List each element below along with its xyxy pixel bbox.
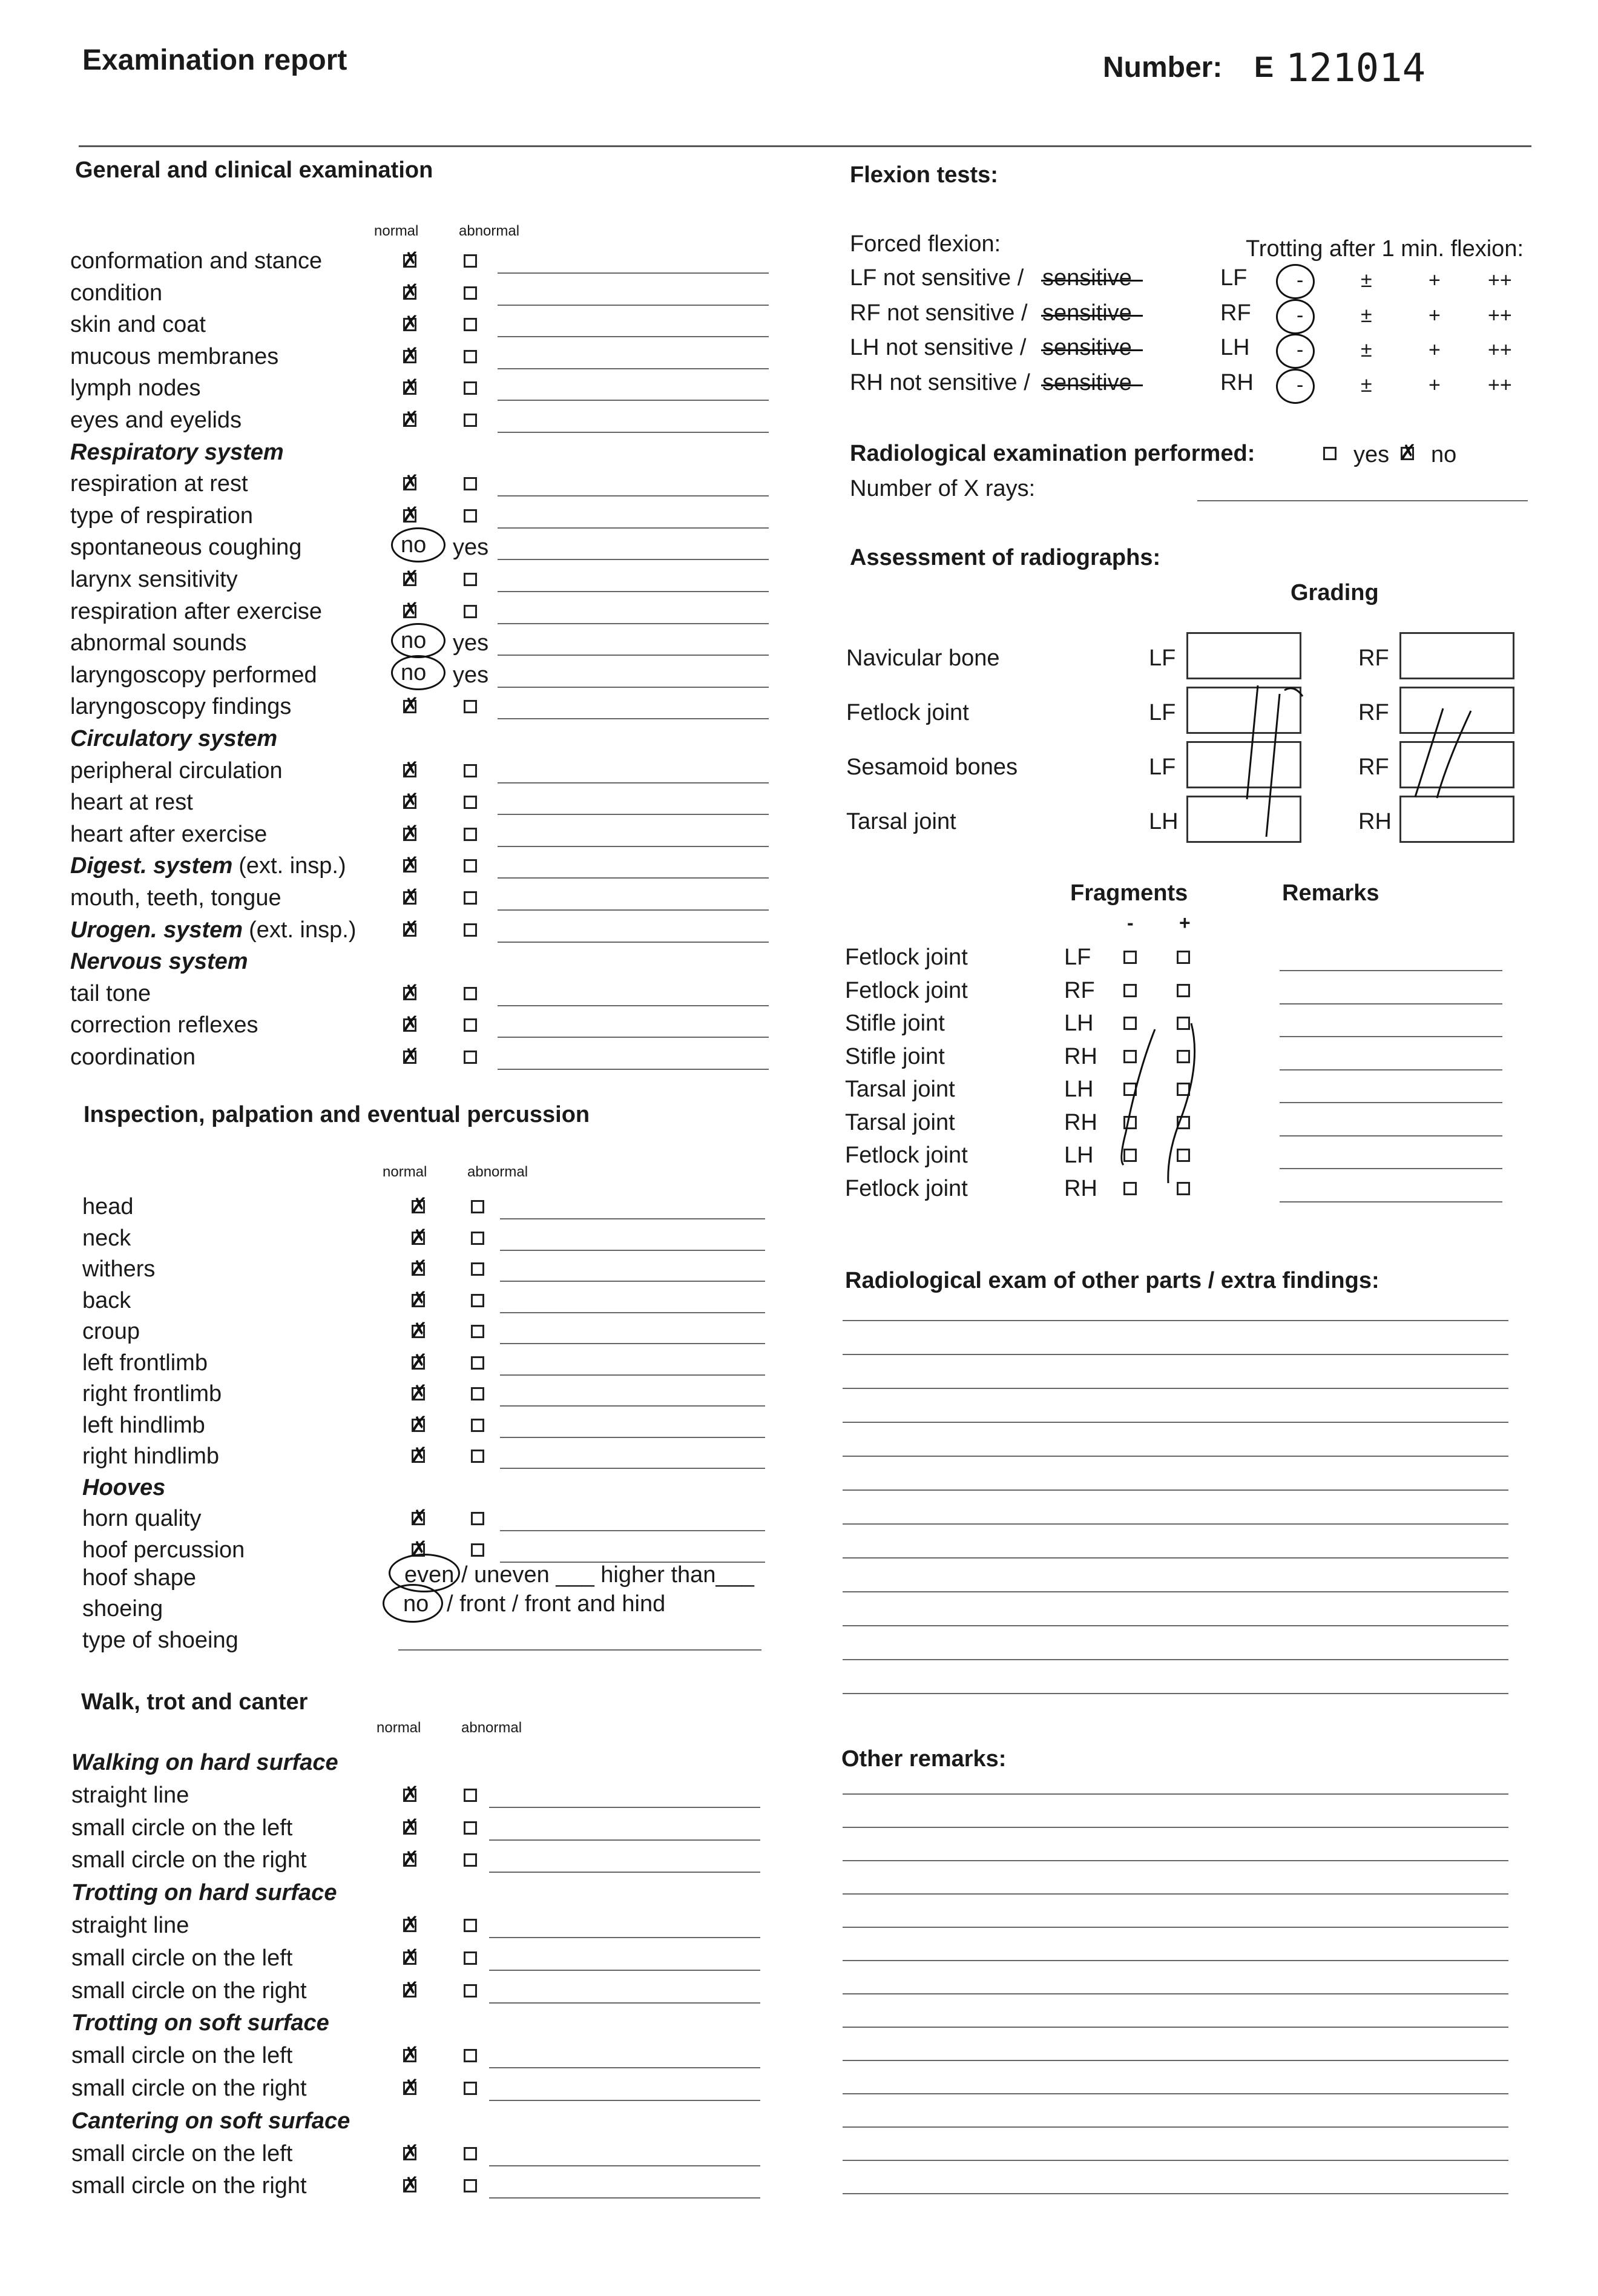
row-label: skin and coat	[70, 312, 206, 338]
normal-check-mark: ✗	[402, 311, 419, 336]
normal-check-mark: ✗	[410, 1505, 428, 1529]
row-label: correction reflexes	[70, 1012, 258, 1038]
row-label: back	[82, 1287, 131, 1313]
row-label: small circle on the right	[71, 1847, 307, 1873]
inspection-col-normal: normal	[383, 1164, 427, 1180]
fragment-label: Fetlock joint	[845, 1175, 968, 1201]
fragment-leg: LF	[1064, 945, 1091, 970]
section-heading: Walking on hard surface	[71, 1750, 338, 1775]
other-parts-heading: Radiological exam of other parts / extra findings:	[845, 1268, 1379, 1293]
flexion-not-sensitive[interactable]: LH not sensitive /	[850, 335, 1027, 360]
row-label: croup	[82, 1319, 140, 1344]
fragment-label: Fetlock joint	[845, 977, 968, 1003]
radiological-no-label: no	[1431, 442, 1457, 467]
normal-check-mark: ✗	[402, 2042, 419, 2067]
row-label: eyes and eyelids	[70, 407, 242, 433]
row-label: small circle on the left	[71, 1815, 293, 1841]
row-label: small circle on the left	[71, 2043, 293, 2069]
normal-check-mark: ✗	[402, 885, 419, 909]
flexion-grade[interactable]: ±	[1361, 373, 1372, 397]
normal-check-mark: ✗	[402, 1781, 419, 1806]
normal-check-mark: ✗	[402, 2140, 419, 2165]
grading-leg-right: RH	[1358, 809, 1392, 834]
report-title: Examination report	[82, 44, 347, 76]
section-heading: Circulatory system	[70, 726, 278, 751]
normal-check-mark: ✗	[402, 1847, 419, 1872]
normal-check-mark: ✗	[402, 2172, 419, 2197]
row-label: lymph nodes	[70, 375, 201, 401]
row-label: left hindlimb	[82, 1412, 205, 1438]
normal-check-mark: ✗	[402, 757, 419, 782]
grading-leg-right: RF	[1358, 754, 1389, 780]
row-label: right frontlimb	[82, 1381, 222, 1407]
radiological-performed-label: Radiological examination performed:	[850, 441, 1255, 466]
section-heading: Digest. system (ext. insp.)	[70, 853, 346, 879]
choice-yes[interactable]: yes	[453, 630, 489, 656]
choice-no[interactable]: no	[401, 659, 427, 685]
normal-check-mark: ✗	[410, 1224, 428, 1249]
normal-check-mark: ✗	[410, 1536, 428, 1561]
grading-leg-left: LH	[1149, 809, 1179, 834]
row-label: type of respiration	[70, 503, 254, 529]
flexion-sensitive[interactable]: sensitive	[1042, 300, 1132, 326]
normal-check-mark: ✗	[402, 1814, 419, 1839]
normal-check-mark: ✗	[402, 502, 419, 527]
shoeing-options: / front / front and hind	[447, 1591, 666, 1617]
flexion-heading: Flexion tests:	[850, 162, 998, 188]
row-label: respiration after exercise	[70, 598, 323, 624]
radiological-yes-label: yes	[1353, 442, 1390, 467]
other-remarks-heading: Other remarks:	[841, 1746, 1007, 1772]
normal-check-mark: ✗	[402, 343, 419, 368]
row-label: abnormal sounds	[70, 630, 247, 656]
row-label: withers	[82, 1256, 156, 1282]
remarks-heading: Remarks	[1282, 880, 1379, 906]
general-heading: General and clinical examination	[75, 157, 433, 183]
row-label: heart after exercise	[70, 821, 268, 847]
flexion-grade[interactable]: +	[1429, 338, 1441, 361]
fragment-label: Fetlock joint	[845, 945, 968, 970]
flexion-grade[interactable]: ++	[1488, 338, 1512, 361]
flexion-grade[interactable]: ++	[1488, 303, 1512, 327]
flexion-leg: LH	[1220, 335, 1250, 360]
flexion-grade[interactable]: -	[1297, 269, 1304, 292]
shoeing-no[interactable]: no	[403, 1591, 429, 1617]
general-col-abnormal: abnormal	[459, 223, 520, 239]
row-label: hoof percussion	[82, 1537, 245, 1563]
fragment-leg: RH	[1064, 1175, 1097, 1201]
row-suffix: (ext. insp.)	[238, 853, 346, 879]
normal-check-mark: ✗	[410, 1318, 428, 1342]
fragment-label: Tarsal joint	[845, 1077, 955, 1102]
fragments-minus: -	[1127, 912, 1134, 934]
fragment-leg: RH	[1064, 1109, 1097, 1135]
grading-label: Sesamoid bones	[846, 754, 1018, 780]
grading-leg-left: LF	[1149, 700, 1176, 725]
row-label: mucous membranes	[70, 343, 279, 369]
flexion-grade[interactable]: +	[1429, 303, 1441, 327]
fragments-plus: +	[1179, 912, 1191, 934]
normal-check-mark: ✗	[402, 820, 419, 845]
normal-check-mark: ✗	[410, 1256, 428, 1280]
flexion-sensitive[interactable]: sensitive	[1042, 265, 1132, 291]
grading-leg-right: RF	[1358, 645, 1389, 671]
forced-flexion-label: Forced flexion:	[850, 231, 1001, 257]
row-label: small circle on the right	[71, 1978, 307, 2004]
grading-left-slash	[1247, 685, 1303, 837]
normal-check-mark: ✗	[402, 1044, 419, 1068]
trotting-after-label: Trotting after 1 min. flexion:	[1246, 236, 1524, 262]
normal-check-mark: ✗	[402, 789, 419, 814]
fragments-heading: Fragments	[1070, 880, 1188, 906]
section-heading: Trotting on hard surface	[71, 1880, 337, 1906]
row-label: small circle on the right	[71, 2173, 307, 2199]
grading-leg-left: LF	[1149, 645, 1176, 671]
normal-check-mark: ✗	[410, 1287, 428, 1311]
choice-yes[interactable]: yes	[453, 535, 489, 561]
flexion-not-sensitive[interactable]: RH not sensitive /	[850, 369, 1030, 395]
flexion-grade[interactable]: ++	[1488, 373, 1512, 397]
row-label: laryngoscopy findings	[70, 694, 292, 720]
section-heading: Hooves	[82, 1474, 166, 1500]
row-label: conformation and stance	[70, 248, 323, 274]
flexion-grade[interactable]: ±	[1361, 303, 1372, 327]
fragment-leg: RF	[1064, 977, 1095, 1003]
normal-check-mark: ✗	[402, 853, 419, 877]
row-label: head	[82, 1194, 134, 1219]
row-label: coordination	[70, 1044, 196, 1070]
fragment-leg: RH	[1064, 1043, 1097, 1069]
normal-check-mark: ✗	[402, 1912, 419, 1936]
normal-check-mark: ✗	[402, 566, 419, 590]
grading-heading: Grading	[1291, 580, 1379, 605]
choice-yes[interactable]: yes	[453, 662, 489, 688]
number-label: Number:	[1103, 51, 1223, 84]
section-heading: Trotting on soft surface	[71, 2010, 329, 2036]
radiological-no-check-mark: ✗	[1399, 440, 1417, 464]
walk-col-abnormal: abnormal	[461, 1720, 522, 1736]
row-label: spontaneous coughing	[70, 535, 302, 561]
row-label: neck	[82, 1225, 131, 1251]
row-label: right hindlimb	[82, 1443, 219, 1469]
row-label: peripheral circulation	[70, 757, 283, 783]
section-heading: Urogen. system (ext. insp.)	[70, 917, 357, 943]
inspection-col-abnormal: abnormal	[467, 1164, 528, 1180]
xrays-label: Number of X rays:	[850, 476, 1036, 501]
row-label: respiration at rest	[70, 471, 248, 497]
general-col-normal: normal	[374, 223, 419, 239]
normal-check-mark: ✗	[402, 279, 419, 304]
normal-check-mark: ✗	[402, 407, 419, 431]
row-suffix: (ext. insp.)	[249, 917, 357, 943]
shoeing-label: shoeing	[82, 1596, 163, 1621]
normal-check-mark: ✗	[402, 375, 419, 400]
normal-check-mark: ✗	[402, 470, 419, 495]
choice-no[interactable]: no	[401, 532, 427, 558]
flexion-leg: LF	[1220, 265, 1248, 291]
hoof-shape-label: hoof shape	[82, 1565, 197, 1591]
flexion-grade[interactable]: ++	[1488, 269, 1512, 292]
flexion-not-sensitive[interactable]: LF not sensitive /	[850, 265, 1024, 291]
row-label: straight line	[71, 1913, 189, 1938]
normal-check-mark: ✗	[402, 693, 419, 718]
assessment-heading: Assessment of radiographs:	[850, 545, 1161, 570]
flexion-grade[interactable]: ±	[1361, 269, 1372, 292]
row-label: small circle on the right	[71, 2076, 307, 2101]
flexion-leg: RF	[1220, 300, 1251, 326]
inspection-heading: Inspection, palpation and eventual percussion	[84, 1102, 590, 1127]
flexion-grade[interactable]: -	[1297, 373, 1304, 397]
normal-check-mark: ✗	[402, 916, 419, 941]
normal-check-mark: ✗	[410, 1349, 428, 1374]
flexion-sensitive[interactable]: sensitive	[1042, 335, 1132, 360]
row-label: larynx sensitivity	[70, 567, 238, 592]
normal-check-mark: ✗	[402, 980, 419, 1005]
normal-check-mark: ✗	[410, 1381, 428, 1405]
choice-no[interactable]: no	[401, 628, 427, 654]
row-label: heart at rest	[70, 790, 193, 816]
fragment-label: Fetlock joint	[845, 1143, 968, 1168]
flexion-grade[interactable]: -	[1297, 303, 1304, 327]
grading-label: Fetlock joint	[846, 700, 969, 725]
grading-leg-left: LF	[1149, 754, 1176, 780]
type-of-shoeing-label: type of shoeing	[82, 1628, 238, 1653]
fragment-label: Tarsal joint	[845, 1109, 955, 1135]
fragments-slash	[1122, 1023, 1195, 1183]
section-heading: Cantering on soft surface	[71, 2108, 350, 2134]
normal-check-mark: ✗	[410, 1443, 428, 1467]
normal-check-mark: ✗	[410, 1411, 428, 1436]
walk-heading: Walk, trot and canter	[81, 1689, 308, 1715]
fragment-label: Stifle joint	[845, 1011, 945, 1036]
section-heading: Nervous system	[70, 949, 248, 975]
number-prefix: E	[1254, 51, 1274, 84]
normal-check-mark: ✗	[410, 1193, 428, 1218]
normal-check-mark: ✗	[402, 1977, 419, 2002]
row-label: straight line	[71, 1782, 189, 1808]
grading-leg-right: RF	[1358, 700, 1389, 725]
hoof-shape-even[interactable]: even	[404, 1562, 455, 1588]
row-label: horn quality	[82, 1506, 202, 1531]
flexion-leg: RH	[1220, 369, 1254, 395]
section-heading: Respiratory system	[70, 439, 284, 465]
walk-col-normal: normal	[376, 1720, 421, 1736]
fragment-leg: LH	[1064, 1143, 1094, 1168]
flexion-grade[interactable]: -	[1297, 338, 1304, 361]
fragment-label: Stifle joint	[845, 1043, 945, 1069]
row-label: mouth, teeth, tongue	[70, 885, 281, 911]
normal-check-mark: ✗	[402, 1944, 419, 1969]
grading-label: Tarsal joint	[846, 809, 956, 834]
flexion-not-sensitive[interactable]: RF not sensitive /	[850, 300, 1028, 326]
row-label: small circle on the left	[71, 2140, 293, 2166]
flexion-sensitive[interactable]: sensitive	[1042, 369, 1132, 395]
normal-check-mark: ✗	[402, 248, 419, 272]
row-label: left frontlimb	[82, 1350, 208, 1376]
flexion-grade[interactable]: +	[1429, 373, 1441, 397]
normal-check-mark: ✗	[402, 1012, 419, 1037]
fragment-leg: LH	[1064, 1077, 1094, 1102]
grading-right-slash	[1415, 708, 1471, 798]
flexion-grade[interactable]: +	[1429, 269, 1441, 292]
hoof-shape-options: / uneven ___ higher than___	[461, 1562, 754, 1588]
normal-check-mark: ✗	[402, 598, 419, 622]
row-label: small circle on the left	[71, 1945, 293, 1971]
fragment-leg: LH	[1064, 1011, 1094, 1036]
flexion-grade[interactable]: ±	[1361, 338, 1372, 361]
row-label: condition	[70, 280, 163, 306]
row-label: laryngoscopy performed	[70, 662, 317, 688]
row-label: tail tone	[70, 980, 151, 1006]
report-number: 121014	[1286, 46, 1426, 91]
normal-check-mark: ✗	[402, 2075, 419, 2099]
grading-label: Navicular bone	[846, 645, 1000, 671]
